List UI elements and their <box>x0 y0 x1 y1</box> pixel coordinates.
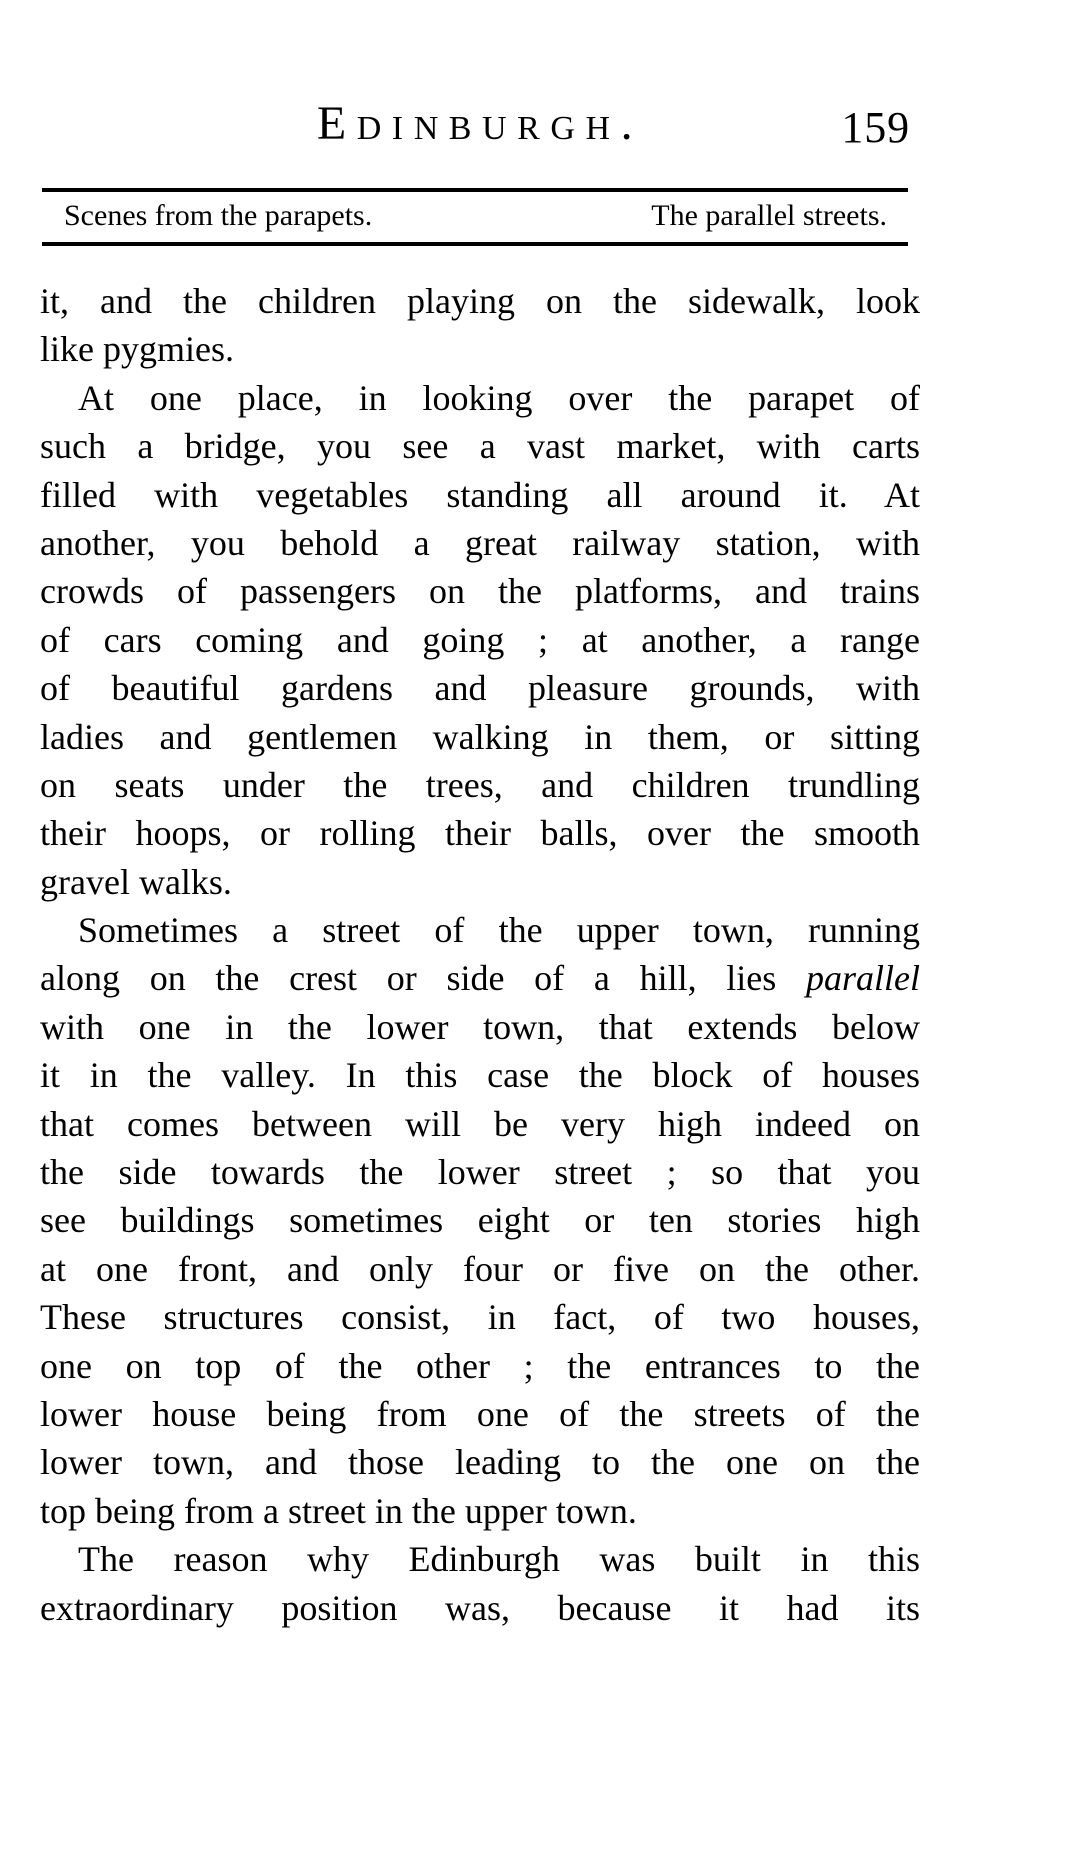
text-line: lower town, and those leading to the one on the <box>40 1442 920 1483</box>
text-line: with one in the lower town, that extends below <box>40 1006 920 1047</box>
text-line: see buildings sometimes eight or ten stories high <box>40 1200 920 1241</box>
text-line: such a bridge, you see a vast market, with carts <box>40 426 920 467</box>
text-line: filled with vegetables standing all around it. At <box>40 474 920 515</box>
text-line: along on the crest or side of a hill, lies parallel <box>40 958 920 999</box>
text-line: gravel walks. <box>40 861 232 902</box>
header-rule-bottom <box>42 242 908 246</box>
text-line: the side towards the lower street ; so that you <box>40 1152 920 1193</box>
text-line: like pygmies. <box>40 329 234 370</box>
text-line: it, and the children playing on the sidewalk, look <box>40 281 920 321</box>
text-line: their hoops, or rolling their balls, over the smooth <box>40 813 920 854</box>
text-line: crowds of passengers on the platforms, and trains <box>40 571 920 612</box>
text-line: extraordinary position was, because it had its <box>40 1587 920 1628</box>
running-head-left: Scenes from the parapets. <box>64 199 373 232</box>
text-line: These structures consist, in fact, of two houses, <box>40 1297 920 1338</box>
text-line: another, you behold a great railway station, with <box>40 522 920 563</box>
text-line: ladies and gentlemen walking in them, or sitting <box>40 716 920 757</box>
text-line: on seats under the trees, and children trundling <box>40 764 920 805</box>
text-line: that comes between will be very high indeed on <box>40 1103 920 1144</box>
body-text <box>40 277 920 1632</box>
header-rule-top <box>42 188 908 192</box>
text-line: of beautiful gardens and pleasure grounds, with <box>40 668 920 709</box>
text-line: lower house being from one of the streets of the <box>40 1393 920 1434</box>
text-line: one on top of the other ; the entrances to the <box>40 1345 920 1386</box>
text-line: top being from a street in the upper town. <box>40 1490 637 1531</box>
text-line: At one place, in looking over the parapet of <box>78 377 920 418</box>
text-line: Sometimes a street of the upper town, running <box>78 910 920 951</box>
running-head-right: The parallel streets. <box>651 199 887 232</box>
page-title: Edinburgh. <box>316 97 644 150</box>
text-line: at one front, and only four or five on the other. <box>40 1248 920 1289</box>
text-line: The reason why Edinburgh was built in this <box>78 1539 920 1580</box>
text-line: it in the valley. In this case the block of houses <box>40 1055 920 1096</box>
text-line: of cars coming and going ; at another, a range <box>40 619 920 660</box>
page-number: 159 <box>841 103 910 152</box>
